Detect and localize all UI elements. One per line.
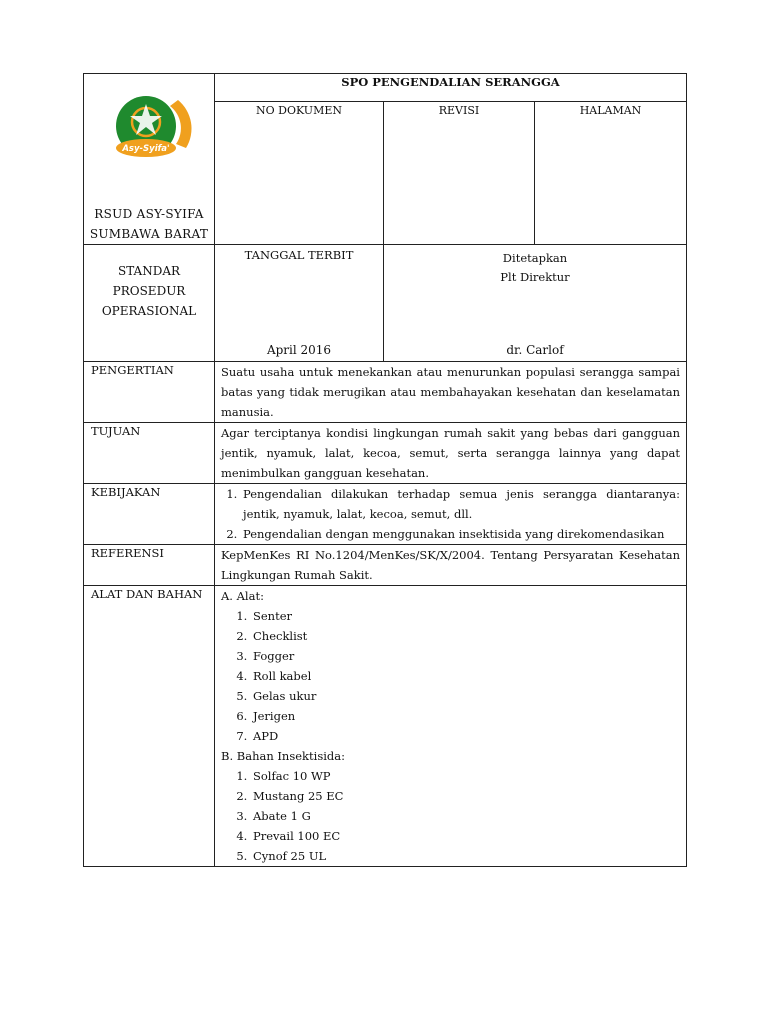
referensi-label: REFERENSI [84,545,215,586]
hospital-name [84,204,214,244]
kebijakan-label: KEBIJAKAN [84,484,215,545]
halaman-cell [535,102,687,245]
bahan-list [221,766,680,866]
standar-prosedur-cell [84,245,215,362]
list-item: 1. Solfac 10 WP [251,766,680,786]
alat-heading: A. Alat: [221,589,264,603]
tanggal-terbit-cell [215,245,384,362]
halaman-label: HALAMAN [579,104,642,118]
tanggal-terbit-label: TANGGAL TERBIT [244,248,354,262]
list-item: 2. Pengendalian dengan menggunakan insektisida yang direkomendasikan [241,524,680,544]
hospital-logo [84,74,214,166]
alat-list [221,606,680,746]
logo-text: Asy-Syifa' [122,144,170,154]
list-item: 1. Senter [251,606,680,626]
tujuan-label: TUJUAN [84,423,215,484]
kebijakan-list [221,484,680,544]
list-item: 2. Checklist [251,626,680,646]
list-item: 3. Abate 1 G [251,806,680,826]
ditetapkan-label: Ditetapkan [502,251,568,265]
revisi-cell [384,102,535,245]
standar-line3: OPERASIONAL [101,304,197,318]
penandatangan-name: dr. Carlof [506,343,564,357]
list-item: 5. Gelas ukur [251,686,680,706]
list-item: 5. Cynof 25 UL [251,846,680,866]
pengertian-label: PENGERTIAN [84,362,215,423]
kebijakan-content [215,484,687,545]
no-dokumen-label: NO DOKUMEN [256,104,342,118]
list-item: 4. Roll kabel [251,666,680,686]
hospital-identity-cell [84,74,215,245]
spo-table [83,73,687,867]
list-item: 3. Fogger [251,646,680,666]
alat-bahan-label: ALAT DAN BAHAN [84,586,215,867]
revisi-label: REVISI [438,104,480,118]
hospital-name-line1: RSUD ASY-SYIFA [94,207,204,221]
standar-line2: PROSEDUR [112,284,186,298]
bahan-heading: B. Bahan Insektisida: [221,749,345,763]
tanggal-terbit-value: April 2016 [266,343,332,357]
pengertian-text: Suatu usaha untuk menekankan atau menurunkan populasi serangga sampai batas yang tidak merugikan atau membahayakan kesehatan dan keselamatan manusia. [215,362,687,423]
list-item: 2. Mustang 25 EC [251,786,680,806]
jabatan-label: Plt Direktur [500,270,570,284]
ditetapkan-cell [384,245,687,362]
list-item: 4. Prevail 100 EC [251,826,680,846]
referensi-text: KepMenKes RI No.1204/MenKes/SK/X/2004. Tentang Persyaratan Kesehatan Lingkungan Rumah Sakit. [215,545,687,586]
standar-line1: STANDAR [117,264,181,278]
list-item: 6. Jerigen [251,706,680,726]
tujuan-text: Agar terciptanya kondisi lingkungan rumah sakit yang bebas dari gangguan jentik, nyamuk, lalat, kecoa, semut, serta serangga lainnya yang dapat menimbulkan gangguan kesehatan. [215,423,687,484]
no-dokumen-cell [215,102,384,245]
list-item: 1. Pengendalian dilakukan terhadap semua jenis serangga diantaranya: jentik, nyamuk, lalat, kecoa, semut, dll. [241,484,680,524]
spo-document [83,73,686,867]
document-title: SPO PENGENDALIAN SERANGGA [215,74,687,102]
alat-bahan-content [215,586,687,867]
hospital-name-line2: SUMBAWA BARAT [89,227,209,241]
hospital-logo-icon [106,90,192,166]
list-item: 7. APD [251,726,680,746]
